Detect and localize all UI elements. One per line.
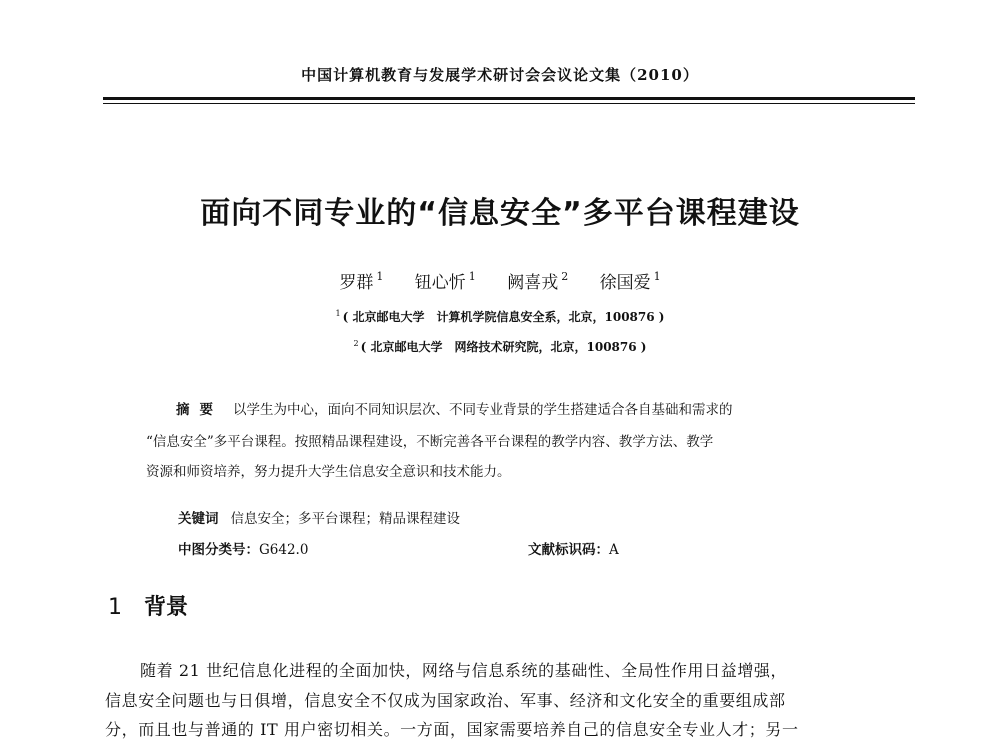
header-rule-thick bbox=[103, 97, 915, 100]
keywords bbox=[178, 507, 460, 527]
author-list bbox=[0, 268, 1000, 293]
abstract-label: 摘要 bbox=[176, 402, 223, 418]
abstract-line: 摘要 以学生为中心，面向不同知识层次、不同专业背景的学生搭建适合各自基础和需求的 bbox=[176, 402, 733, 418]
header-rule-thin bbox=[103, 103, 915, 104]
affiliation-1: $^1$ ( 北京邮电大学 计算机学院信息安全系，北京，100876 ) bbox=[335, 309, 665, 324]
body-paragraph-line: 信息安全问题也与日俱增，信息安全不仅成为国家政治、军事、经济和文化安全的重要组成部 bbox=[105, 691, 786, 710]
abstract-line: 资源和师资培养，努力提升大学生信息安全意识和技术能力。 bbox=[146, 464, 511, 480]
author: 钮心忻 $^1$ bbox=[414, 270, 476, 293]
section-heading: 1 背景 bbox=[108, 595, 189, 620]
running-header: 中国计算机教育与发展学术研讨会会议论文集（2010） bbox=[301, 66, 699, 84]
keywords-value: 信息安全；多平台课程；精品课程建设 bbox=[230, 511, 460, 527]
document-code: 文献标识码：A bbox=[528, 542, 619, 558]
body-paragraph-line: 分，而且也与普通的 IT 用户密切相关。一方面，国家需要培养自己的信息安全专业人才；另一 bbox=[105, 720, 799, 739]
author: 阙喜戎 $^2$ bbox=[507, 270, 569, 293]
author: 徐国爱 $^1$ bbox=[599, 270, 661, 293]
affiliation-2: $^2$ ( 北京邮电大学 网络技术研究院，北京，100876 ) bbox=[353, 339, 647, 354]
keywords-label: 关键词 bbox=[178, 511, 219, 527]
abstract-line: “信息安全”多平台课程。按照精品课程建设，不断完善各平台课程的教学内容、教学方法、教学 bbox=[146, 434, 714, 450]
paper-title: 面向不同专业的“信息安全”多平台课程建设 bbox=[200, 196, 800, 231]
clc-number: 中图分类号：G642.0 bbox=[178, 542, 309, 558]
body-paragraph-line: 随着 21 世纪信息化进程的全面加快，网络与信息系统的基础性、全局性作用日益增强， bbox=[140, 661, 788, 680]
author: 罗群 $^1$ bbox=[339, 270, 384, 293]
